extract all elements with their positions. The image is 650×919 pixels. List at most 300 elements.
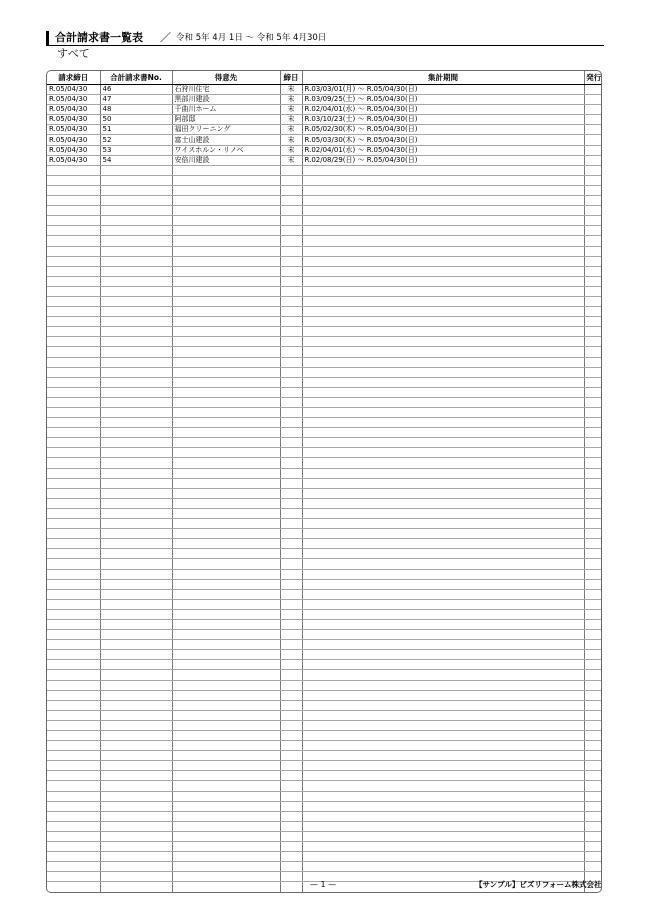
cell-closing — [280, 357, 302, 367]
cell-customer — [172, 690, 280, 700]
cell-closing — [280, 751, 302, 761]
cell-period — [302, 781, 584, 791]
cell-date — [47, 498, 100, 508]
cell-closing: 末 — [280, 135, 302, 145]
cell-closing — [280, 690, 302, 700]
cell-date — [47, 831, 100, 841]
cell-closing — [280, 801, 302, 811]
table-row — [47, 296, 602, 306]
cell-no — [100, 286, 172, 296]
cell-date — [47, 872, 100, 882]
cell-customer — [172, 791, 280, 801]
cell-no: 46 — [100, 85, 172, 95]
col-header-closing-day: 締日 — [280, 71, 302, 85]
cell-issued — [584, 236, 602, 246]
table-row — [47, 529, 602, 539]
cell-date — [47, 741, 100, 751]
cell-closing — [280, 246, 302, 256]
cell-closing — [280, 892, 302, 893]
cell-no — [100, 226, 172, 236]
cell-no — [100, 266, 172, 276]
cell-no — [100, 862, 172, 872]
cell-customer — [172, 842, 280, 852]
cell-customer — [172, 872, 280, 882]
cell-period — [302, 892, 584, 893]
cell-customer — [172, 296, 280, 306]
table-row — [47, 246, 602, 256]
cell-date — [47, 468, 100, 478]
cell-no — [100, 791, 172, 801]
cell-closing — [280, 478, 302, 488]
cell-issued — [584, 448, 602, 458]
cell-period — [302, 680, 584, 690]
cell-closing — [280, 508, 302, 518]
page-number: — 1 — — [310, 880, 337, 889]
cell-date: R.05/04/30 — [47, 95, 100, 105]
cell-period — [302, 569, 584, 579]
cell-period — [302, 185, 584, 195]
cell-closing — [280, 660, 302, 670]
cell-issued — [584, 155, 602, 165]
cell-date — [47, 852, 100, 862]
cell-period: R.03/09/25(土) 〜 R.05/04/30(日) — [302, 95, 584, 105]
cell-closing — [280, 630, 302, 640]
cell-issued — [584, 347, 602, 357]
cell-closing — [280, 700, 302, 710]
cell-issued — [584, 256, 602, 266]
cell-issued — [584, 145, 602, 155]
cell-date — [47, 892, 100, 893]
cell-closing — [280, 852, 302, 862]
cell-customer: 福田クリーニング — [172, 125, 280, 135]
table-row — [47, 650, 602, 660]
table-row — [47, 428, 602, 438]
cell-customer: ワイスホルン・リノベ — [172, 145, 280, 155]
cell-issued — [584, 831, 602, 841]
cell-date — [47, 882, 100, 892]
cell-closing — [280, 327, 302, 337]
cell-date — [47, 397, 100, 407]
cell-closing — [280, 882, 302, 892]
cell-period — [302, 731, 584, 741]
cell-closing — [280, 811, 302, 821]
cell-closing — [280, 286, 302, 296]
cell-issued — [584, 367, 602, 377]
table-row — [47, 781, 602, 791]
cell-customer — [172, 579, 280, 589]
table-row — [47, 236, 602, 246]
cell-period — [302, 397, 584, 407]
cell-no — [100, 569, 172, 579]
cell-issued — [584, 498, 602, 508]
cell-issued — [584, 529, 602, 539]
cell-customer — [172, 508, 280, 518]
cell-issued — [584, 307, 602, 317]
table-row — [47, 892, 602, 893]
table-row — [47, 862, 602, 872]
cell-date — [47, 549, 100, 559]
table-row — [47, 397, 602, 407]
cell-date — [47, 630, 100, 640]
cell-customer — [172, 630, 280, 640]
cell-closing — [280, 831, 302, 841]
cell-date — [47, 196, 100, 206]
cell-period — [302, 377, 584, 387]
cell-issued — [584, 710, 602, 720]
cell-no — [100, 165, 172, 175]
cell-customer — [172, 831, 280, 841]
cell-no — [100, 559, 172, 569]
cell-period — [302, 640, 584, 650]
table-row — [47, 347, 602, 357]
cell-period — [302, 589, 584, 599]
invoice-table-frame — [46, 70, 602, 893]
cell-issued — [584, 135, 602, 145]
cell-date — [47, 862, 100, 872]
cell-closing — [280, 367, 302, 377]
cell-no: 53 — [100, 145, 172, 155]
cell-period — [302, 468, 584, 478]
cell-closing — [280, 256, 302, 266]
cell-date — [47, 559, 100, 569]
cell-issued — [584, 488, 602, 498]
cell-customer — [172, 801, 280, 811]
cell-no — [100, 609, 172, 619]
cell-date — [47, 690, 100, 700]
cell-no: 48 — [100, 105, 172, 115]
cell-no — [100, 821, 172, 831]
col-header-closing-date: 請求締日 — [47, 71, 100, 85]
cell-closing — [280, 448, 302, 458]
cell-no — [100, 579, 172, 589]
cell-issued — [584, 569, 602, 579]
cell-period — [302, 438, 584, 448]
cell-period — [302, 367, 584, 377]
cell-date — [47, 367, 100, 377]
table-row — [47, 266, 602, 276]
table-row — [47, 468, 602, 478]
cell-period — [302, 579, 584, 589]
table-row — [47, 640, 602, 650]
table-row — [47, 478, 602, 488]
table-row — [47, 831, 602, 841]
cell-period — [302, 246, 584, 256]
cell-date — [47, 226, 100, 236]
cell-no — [100, 468, 172, 478]
cell-no — [100, 256, 172, 266]
cell-closing — [280, 276, 302, 286]
cell-customer: 千曲川ホーム — [172, 105, 280, 115]
cell-no — [100, 720, 172, 730]
table-row — [47, 196, 602, 206]
cell-no: 52 — [100, 135, 172, 145]
table-row — [47, 811, 602, 821]
cell-issued — [584, 85, 602, 95]
cell-customer — [172, 428, 280, 438]
cell-closing — [280, 165, 302, 175]
cell-date — [47, 579, 100, 589]
cell-no — [100, 327, 172, 337]
table-row — [47, 256, 602, 266]
cell-period — [302, 408, 584, 418]
table-row — [47, 589, 602, 599]
table-body — [47, 85, 602, 894]
cell-date — [47, 408, 100, 418]
cell-no — [100, 710, 172, 720]
cell-issued — [584, 115, 602, 125]
cell-no: 54 — [100, 155, 172, 165]
cell-date — [47, 438, 100, 448]
cell-date — [47, 307, 100, 317]
cell-issued — [584, 337, 602, 347]
cell-closing — [280, 872, 302, 882]
cell-customer — [172, 569, 280, 579]
cell-customer — [172, 236, 280, 246]
cell-date — [47, 751, 100, 761]
cell-issued — [584, 165, 602, 175]
cell-no: 50 — [100, 115, 172, 125]
cell-period: R.02/04/01(水) 〜 R.05/04/30(日) — [302, 145, 584, 155]
table-row — [47, 135, 602, 145]
cell-period — [302, 175, 584, 185]
cell-period — [302, 801, 584, 811]
cell-issued — [584, 811, 602, 821]
cell-closing — [280, 862, 302, 872]
cell-no — [100, 236, 172, 246]
cell-issued — [584, 539, 602, 549]
table-row — [47, 498, 602, 508]
cell-issued — [584, 731, 602, 741]
cell-no: 47 — [100, 95, 172, 105]
cell-customer — [172, 337, 280, 347]
cell-date — [47, 276, 100, 286]
cell-date — [47, 519, 100, 529]
cell-no — [100, 529, 172, 539]
table-row — [47, 458, 602, 468]
cell-customer — [172, 468, 280, 478]
cell-date: R.05/04/30 — [47, 135, 100, 145]
cell-period: R.02/08/29(日) 〜 R.05/04/30(日) — [302, 155, 584, 165]
cell-customer — [172, 599, 280, 609]
cell-issued — [584, 660, 602, 670]
table-row — [47, 438, 602, 448]
cell-period — [302, 539, 584, 549]
table-row — [47, 519, 602, 529]
cell-date — [47, 539, 100, 549]
cell-issued — [584, 357, 602, 367]
cell-customer — [172, 276, 280, 286]
cell-issued — [584, 508, 602, 518]
cell-issued — [584, 266, 602, 276]
cell-period — [302, 700, 584, 710]
cell-period — [302, 519, 584, 529]
cell-no — [100, 508, 172, 518]
cell-no — [100, 367, 172, 377]
cell-date — [47, 327, 100, 337]
cell-no — [100, 761, 172, 771]
cell-period: R.02/04/01(水) 〜 R.05/04/30(日) — [302, 105, 584, 115]
cell-no — [100, 842, 172, 852]
cell-customer — [172, 256, 280, 266]
cell-issued — [584, 781, 602, 791]
cell-issued — [584, 559, 602, 569]
cell-customer — [172, 498, 280, 508]
cell-period — [302, 418, 584, 428]
cell-closing — [280, 539, 302, 549]
report-period: 令和 5年 4月 1日 〜 令和 5年 4月30日 — [176, 33, 327, 43]
cell-date: R.05/04/30 — [47, 115, 100, 125]
col-header-invoice-no: 合計請求書No. — [100, 71, 172, 85]
cell-date — [47, 185, 100, 195]
cell-date — [47, 529, 100, 539]
table-row — [47, 367, 602, 377]
cell-customer — [172, 781, 280, 791]
cell-issued — [584, 630, 602, 640]
cell-date — [47, 771, 100, 781]
cell-no — [100, 741, 172, 751]
cell-customer — [172, 710, 280, 720]
cell-no — [100, 438, 172, 448]
cell-no — [100, 519, 172, 529]
cell-no — [100, 811, 172, 821]
cell-issued — [584, 640, 602, 650]
table-row — [47, 720, 602, 730]
cell-date — [47, 286, 100, 296]
cell-issued — [584, 125, 602, 135]
cell-no — [100, 397, 172, 407]
cell-no — [100, 831, 172, 841]
cell-issued — [584, 397, 602, 407]
cell-closing — [280, 710, 302, 720]
cell-issued — [584, 549, 602, 559]
cell-no — [100, 700, 172, 710]
table-row — [47, 155, 602, 165]
cell-period — [302, 286, 584, 296]
cell-closing: 末 — [280, 105, 302, 115]
cell-customer — [172, 539, 280, 549]
cell-customer — [172, 377, 280, 387]
cell-customer — [172, 731, 280, 741]
cell-no — [100, 296, 172, 306]
cell-date — [47, 377, 100, 387]
table-row — [47, 125, 602, 135]
cell-issued — [584, 761, 602, 771]
cell-customer — [172, 408, 280, 418]
cell-customer — [172, 196, 280, 206]
table-row — [47, 751, 602, 761]
cell-customer — [172, 529, 280, 539]
cell-customer — [172, 892, 280, 893]
cell-no — [100, 690, 172, 700]
cell-closing — [280, 185, 302, 195]
cell-issued — [584, 751, 602, 761]
cell-no — [100, 660, 172, 670]
cell-closing — [280, 458, 302, 468]
cell-issued — [584, 105, 602, 115]
cell-customer — [172, 640, 280, 650]
table-row — [47, 488, 602, 498]
cell-no — [100, 448, 172, 458]
cell-period — [302, 387, 584, 397]
cell-period — [302, 226, 584, 236]
table-row — [47, 680, 602, 690]
cell-customer — [172, 811, 280, 821]
cell-closing — [280, 519, 302, 529]
cell-closing — [280, 428, 302, 438]
cell-date — [47, 670, 100, 680]
cell-period — [302, 791, 584, 801]
cell-period — [302, 206, 584, 216]
cell-date: R.05/04/30 — [47, 125, 100, 135]
cell-closing — [280, 377, 302, 387]
cell-period — [302, 266, 584, 276]
table-row — [47, 630, 602, 640]
cell-issued — [584, 196, 602, 206]
cell-closing — [280, 307, 302, 317]
cell-closing — [280, 791, 302, 801]
cell-period — [302, 751, 584, 761]
cell-date — [47, 821, 100, 831]
cell-closing — [280, 589, 302, 599]
cell-period — [302, 741, 584, 751]
cell-customer — [172, 286, 280, 296]
cell-period — [302, 650, 584, 660]
table-row — [47, 357, 602, 367]
cell-closing — [280, 599, 302, 609]
table-row — [47, 105, 602, 115]
table-row — [47, 619, 602, 629]
cell-date — [47, 347, 100, 357]
header-rule — [46, 45, 604, 46]
cell-customer: 黒部川建設 — [172, 95, 280, 105]
cell-issued — [584, 791, 602, 801]
cell-closing — [280, 761, 302, 771]
cell-issued — [584, 175, 602, 185]
cell-no — [100, 276, 172, 286]
cell-no — [100, 478, 172, 488]
table-row — [47, 842, 602, 852]
cell-date — [47, 791, 100, 801]
cell-date — [47, 317, 100, 327]
cell-closing — [280, 741, 302, 751]
cell-issued — [584, 842, 602, 852]
cell-date: R.05/04/30 — [47, 85, 100, 95]
cell-closing: 末 — [280, 145, 302, 155]
cell-date — [47, 337, 100, 347]
cell-date — [47, 720, 100, 730]
cell-period — [302, 761, 584, 771]
table-row — [47, 317, 602, 327]
cell-closing — [280, 781, 302, 791]
cell-period — [302, 276, 584, 286]
cell-customer — [172, 387, 280, 397]
cell-closing — [280, 175, 302, 185]
cell-period — [302, 630, 584, 640]
cell-issued — [584, 317, 602, 327]
cell-date: R.05/04/30 — [47, 145, 100, 155]
cell-date — [47, 165, 100, 175]
table-header-row — [47, 71, 602, 85]
cell-no — [100, 630, 172, 640]
cell-no — [100, 387, 172, 397]
cell-customer — [172, 175, 280, 185]
cell-period — [302, 236, 584, 246]
cell-closing: 末 — [280, 125, 302, 135]
table-row — [47, 690, 602, 700]
cell-period — [302, 327, 584, 337]
table-row — [47, 852, 602, 862]
cell-customer — [172, 206, 280, 216]
